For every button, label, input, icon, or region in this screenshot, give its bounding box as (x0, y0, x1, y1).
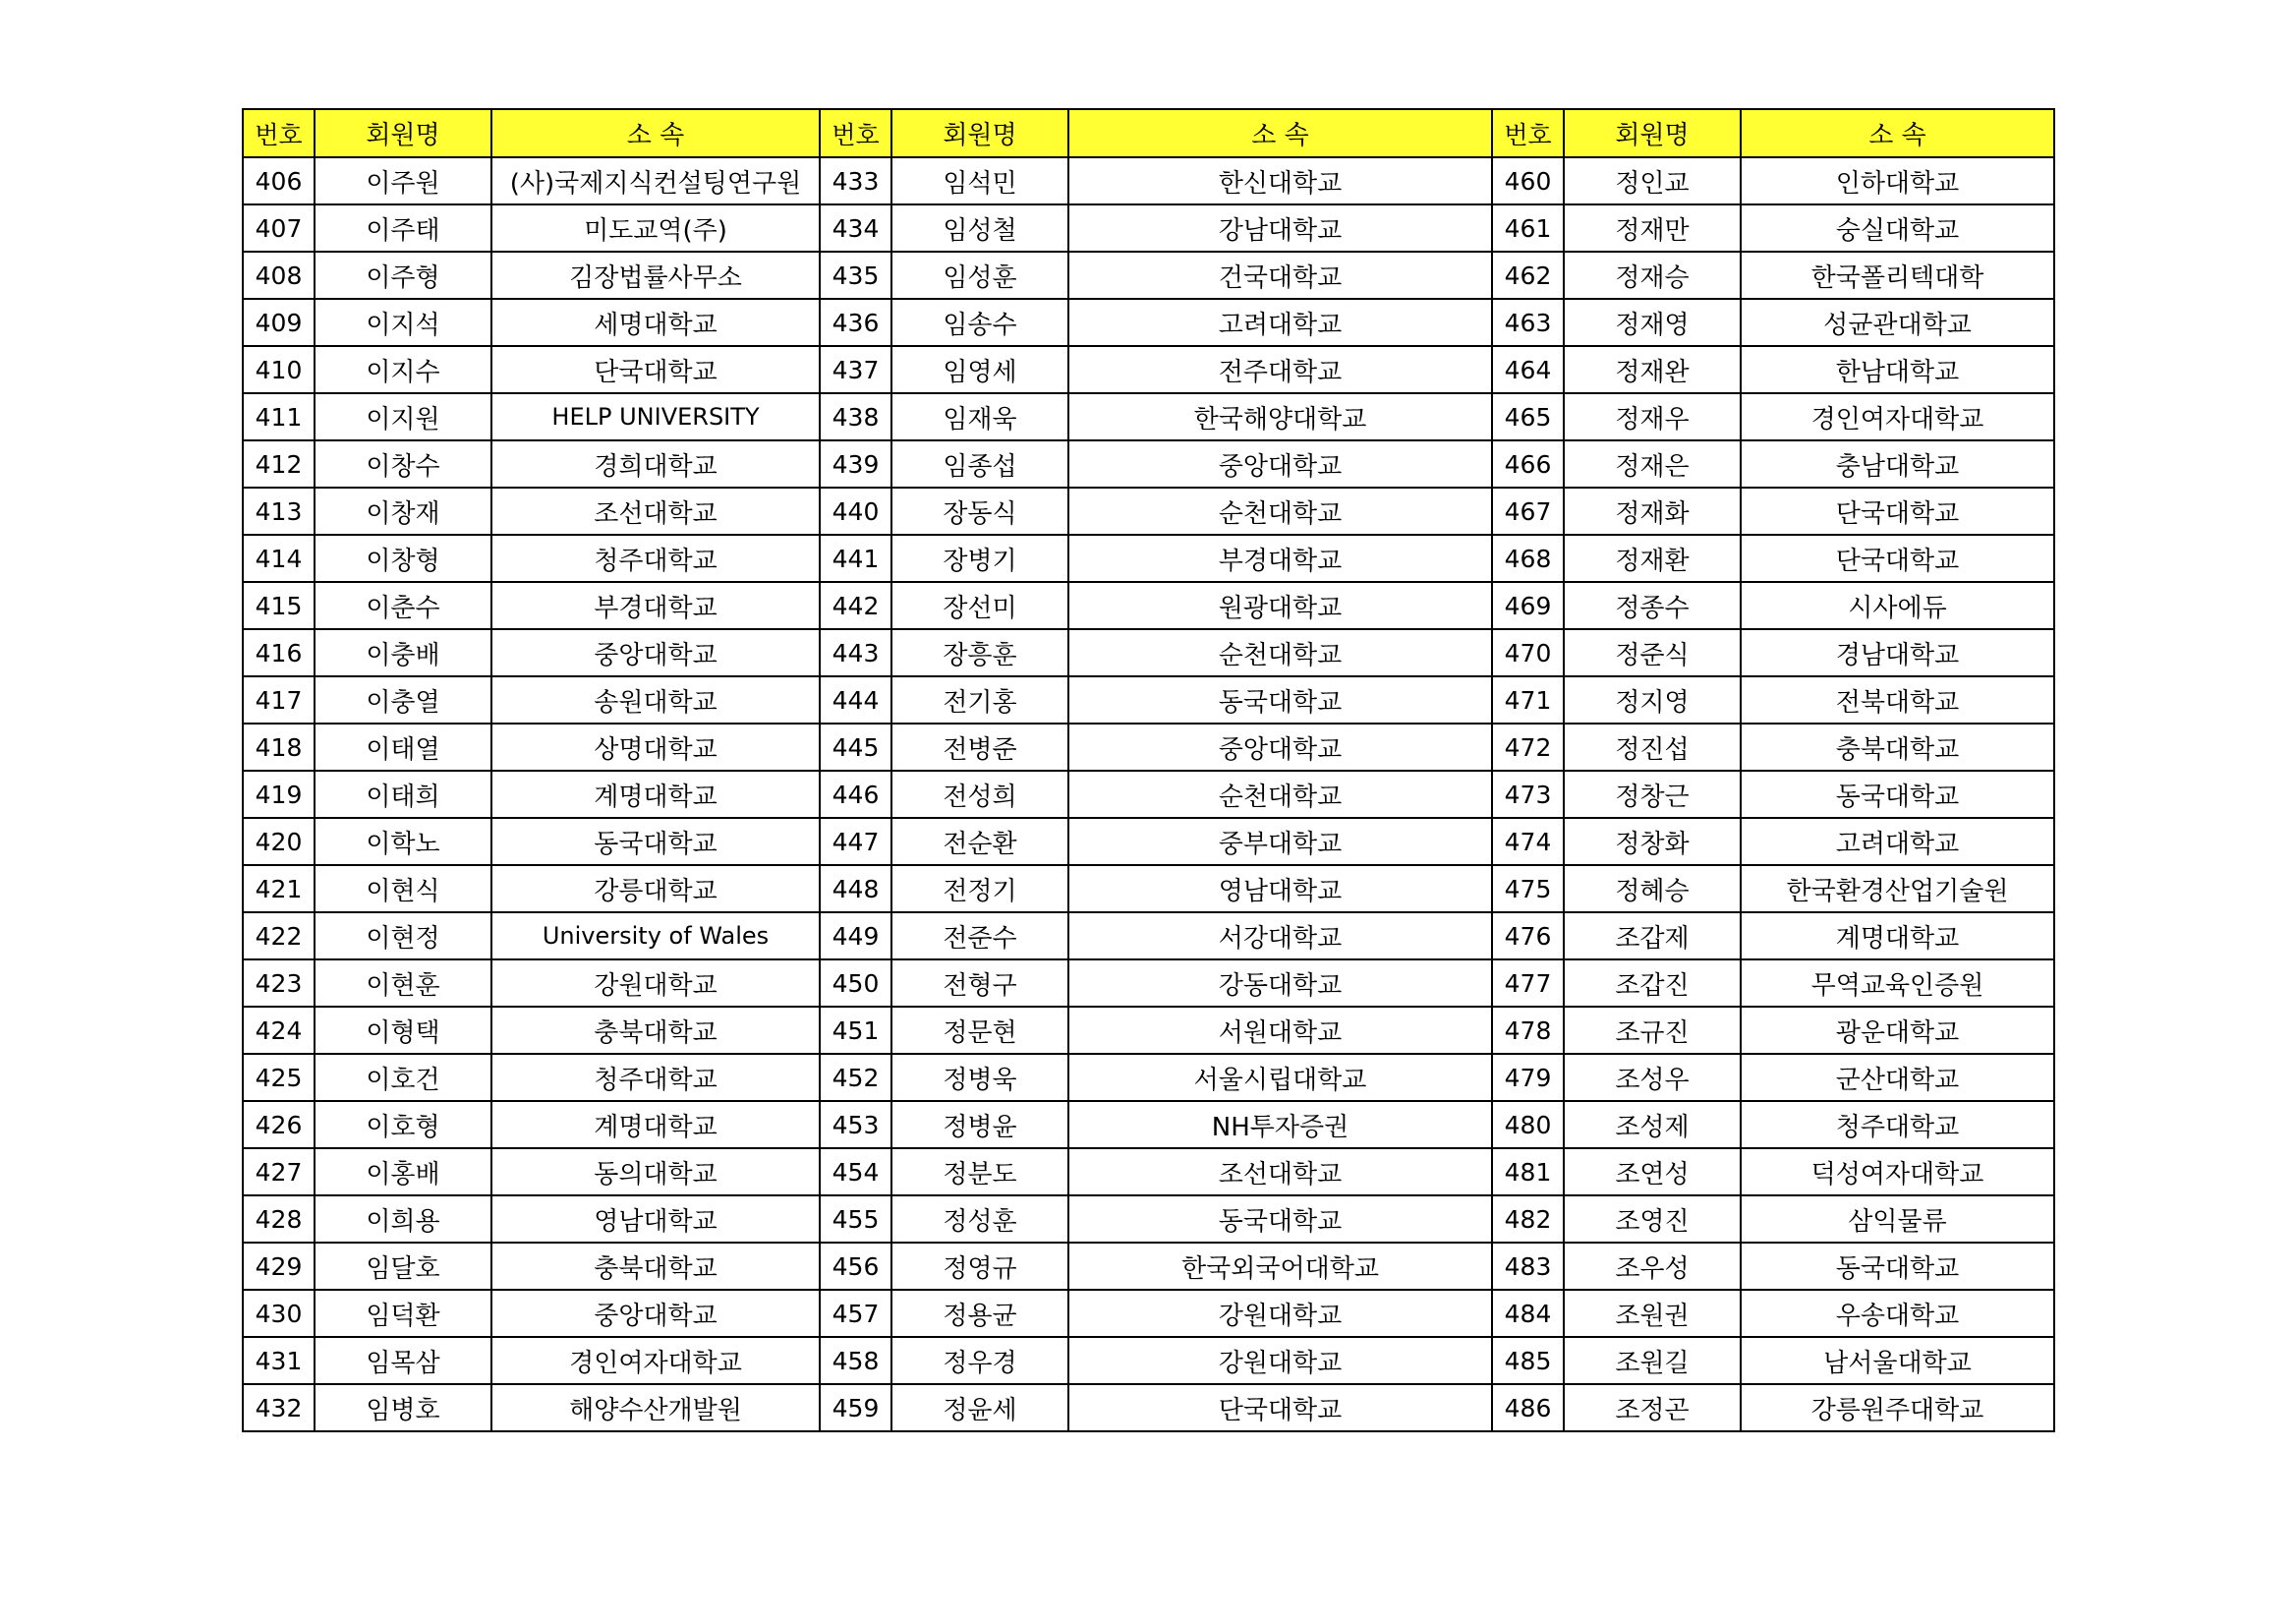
member-number-cell: 455 (820, 1195, 891, 1243)
member-number-cell: 409 (243, 299, 315, 346)
affiliation-cell: 한신대학교 (1068, 157, 1492, 204)
member-number-cell: 447 (820, 818, 891, 865)
member-name-cell: 정재우 (1564, 393, 1741, 440)
table-row (243, 912, 2054, 959)
member-number-cell: 435 (820, 252, 891, 299)
affiliation-cell: 군산대학교 (1741, 1054, 2054, 1101)
member-number-cell: 421 (243, 865, 315, 912)
member-name-cell: 전성희 (891, 771, 1068, 818)
member-name-cell: 조원권 (1564, 1290, 1741, 1337)
member-number-cell: 431 (243, 1337, 315, 1384)
table-row (243, 582, 2054, 629)
affiliation-cell: 동의대학교 (491, 1148, 820, 1195)
member-number-cell: 423 (243, 959, 315, 1007)
member-name-cell: 정윤세 (891, 1384, 1068, 1431)
member-name-cell: 정병욱 (891, 1054, 1068, 1101)
table-row (243, 252, 2054, 299)
affiliation-cell: 서울시립대학교 (1068, 1054, 1492, 1101)
affiliation-cell: 강릉대학교 (491, 865, 820, 912)
affiliation-cell: 고려대학교 (1741, 818, 2054, 865)
affiliation-cell: 서강대학교 (1068, 912, 1492, 959)
member-number-cell: 437 (820, 346, 891, 393)
member-number-cell: 483 (1492, 1243, 1564, 1290)
member-number-cell: 450 (820, 959, 891, 1007)
member-table (242, 108, 2055, 1432)
affiliation-cell: University of Wales (491, 912, 820, 959)
affiliation-cell: 전북대학교 (1741, 676, 2054, 724)
member-number-cell: 473 (1492, 771, 1564, 818)
member-number-cell: 449 (820, 912, 891, 959)
affiliation-cell: 강원대학교 (491, 959, 820, 1007)
table-row (243, 1054, 2054, 1101)
member-number-cell: 462 (1492, 252, 1564, 299)
table-row (243, 676, 2054, 724)
member-name-cell: 정문현 (891, 1007, 1068, 1054)
table-row (243, 818, 2054, 865)
member-number-cell: 432 (243, 1384, 315, 1431)
table-row (243, 204, 2054, 252)
member-number-cell: 446 (820, 771, 891, 818)
affiliation-cell: 순천대학교 (1068, 488, 1492, 535)
table-row (243, 299, 2054, 346)
member-name-cell: 정혜승 (1564, 865, 1741, 912)
member-name-cell: 임성철 (891, 204, 1068, 252)
member-name-cell: 임영세 (891, 346, 1068, 393)
member-number-cell: 484 (1492, 1290, 1564, 1337)
member-number-cell: 477 (1492, 959, 1564, 1007)
table-row (243, 1243, 2054, 1290)
member-name-cell: 전기홍 (891, 676, 1068, 724)
member-number-cell: 438 (820, 393, 891, 440)
member-name-cell: 이홍배 (315, 1148, 491, 1195)
affiliation-cell: 순천대학교 (1068, 771, 1492, 818)
member-number-cell: 411 (243, 393, 315, 440)
affiliation-cell: 동국대학교 (1741, 771, 2054, 818)
member-number-cell: 476 (1492, 912, 1564, 959)
member-name-cell: 이태열 (315, 724, 491, 771)
member-name-cell: 조정곤 (1564, 1384, 1741, 1431)
member-name-cell: 이창형 (315, 535, 491, 582)
header-affiliation: 소 속 (1741, 109, 2054, 157)
member-name-cell: 조원길 (1564, 1337, 1741, 1384)
affiliation-cell: 동국대학교 (1068, 1195, 1492, 1243)
member-name-cell: 전순환 (891, 818, 1068, 865)
member-number-cell: 461 (1492, 204, 1564, 252)
affiliation-cell: 단국대학교 (1741, 535, 2054, 582)
affiliation-cell: 청주대학교 (491, 1054, 820, 1101)
member-number-cell: 444 (820, 676, 891, 724)
member-number-cell: 419 (243, 771, 315, 818)
member-number-cell: 456 (820, 1243, 891, 1290)
member-name-cell: 이주형 (315, 252, 491, 299)
affiliation-cell: 단국대학교 (491, 346, 820, 393)
member-name-cell: 이형택 (315, 1007, 491, 1054)
table-row (243, 771, 2054, 818)
member-number-cell: 407 (243, 204, 315, 252)
member-name-cell: 전준수 (891, 912, 1068, 959)
affiliation-cell: 청주대학교 (491, 535, 820, 582)
affiliation-cell: 김장법률사무소 (491, 252, 820, 299)
member-number-cell: 471 (1492, 676, 1564, 724)
affiliation-cell: 영남대학교 (1068, 865, 1492, 912)
member-name-cell: 정인교 (1564, 157, 1741, 204)
affiliation-cell: 순천대학교 (1068, 629, 1492, 676)
member-number-cell: 454 (820, 1148, 891, 1195)
member-number-cell: 442 (820, 582, 891, 629)
member-number-cell: 459 (820, 1384, 891, 1431)
member-number-cell: 472 (1492, 724, 1564, 771)
affiliation-cell: 조선대학교 (1068, 1148, 1492, 1195)
member-number-cell: 420 (243, 818, 315, 865)
affiliation-cell: 계명대학교 (491, 771, 820, 818)
affiliation-cell: 원광대학교 (1068, 582, 1492, 629)
member-number-cell: 418 (243, 724, 315, 771)
member-number-cell: 467 (1492, 488, 1564, 535)
affiliation-cell: 광운대학교 (1741, 1007, 2054, 1054)
member-number-cell: 430 (243, 1290, 315, 1337)
affiliation-cell: 한국해양대학교 (1068, 393, 1492, 440)
table-row (243, 346, 2054, 393)
member-name-cell: 이호건 (315, 1054, 491, 1101)
member-name-cell: 이학노 (315, 818, 491, 865)
member-number-cell: 441 (820, 535, 891, 582)
table-row (243, 488, 2054, 535)
member-number-cell: 417 (243, 676, 315, 724)
member-name-cell: 이주태 (315, 204, 491, 252)
header-number: 번호 (1492, 109, 1564, 157)
member-name-cell: 이호형 (315, 1101, 491, 1148)
affiliation-cell: 충북대학교 (1741, 724, 2054, 771)
member-name-cell: 정재만 (1564, 204, 1741, 252)
affiliation-cell: 한남대학교 (1741, 346, 2054, 393)
table-row (243, 629, 2054, 676)
affiliation-cell: 무역교육인증원 (1741, 959, 2054, 1007)
member-name-cell: 조성제 (1564, 1101, 1741, 1148)
affiliation-cell: 삼익물류 (1741, 1195, 2054, 1243)
table-row (243, 535, 2054, 582)
header-number: 번호 (243, 109, 315, 157)
member-number-cell: 428 (243, 1195, 315, 1243)
table-row (243, 959, 2054, 1007)
member-number-cell: 453 (820, 1101, 891, 1148)
member-number-cell: 465 (1492, 393, 1564, 440)
member-number-cell: 464 (1492, 346, 1564, 393)
member-number-cell: 427 (243, 1148, 315, 1195)
affiliation-cell: 중앙대학교 (1068, 724, 1492, 771)
table-row (243, 440, 2054, 488)
affiliation-cell: 중앙대학교 (491, 1290, 820, 1337)
member-name-cell: 장병기 (891, 535, 1068, 582)
member-name-cell: 이지원 (315, 393, 491, 440)
affiliation-cell: 강남대학교 (1068, 204, 1492, 252)
member-name-cell: 조규진 (1564, 1007, 1741, 1054)
affiliation-cell: 영남대학교 (491, 1195, 820, 1243)
member-name-cell: 임병호 (315, 1384, 491, 1431)
member-number-cell: 458 (820, 1337, 891, 1384)
member-name-cell: 임석민 (891, 157, 1068, 204)
table-row (243, 393, 2054, 440)
member-name-cell: 정용균 (891, 1290, 1068, 1337)
table-row (243, 1384, 2054, 1431)
member-number-cell: 416 (243, 629, 315, 676)
member-name-cell: 이현정 (315, 912, 491, 959)
affiliation-cell: 강원대학교 (1068, 1290, 1492, 1337)
member-number-cell: 414 (243, 535, 315, 582)
member-number-cell: 406 (243, 157, 315, 204)
affiliation-cell: 미도교역(주) (491, 204, 820, 252)
member-number-cell: 485 (1492, 1337, 1564, 1384)
member-number-cell: 463 (1492, 299, 1564, 346)
affiliation-cell: 전주대학교 (1068, 346, 1492, 393)
affiliation-cell: 고려대학교 (1068, 299, 1492, 346)
table-row (243, 1148, 2054, 1195)
member-name-cell: 정지영 (1564, 676, 1741, 724)
affiliation-cell: 건국대학교 (1068, 252, 1492, 299)
member-number-cell: 413 (243, 488, 315, 535)
member-number-cell: 482 (1492, 1195, 1564, 1243)
member-number-cell: 469 (1492, 582, 1564, 629)
member-number-cell: 425 (243, 1054, 315, 1101)
member-number-cell: 445 (820, 724, 891, 771)
member-number-cell: 457 (820, 1290, 891, 1337)
header-number: 번호 (820, 109, 891, 157)
header-affiliation: 소 속 (491, 109, 820, 157)
member-name-cell: 이태희 (315, 771, 491, 818)
affiliation-cell: 성균관대학교 (1741, 299, 2054, 346)
member-name-cell: 정재환 (1564, 535, 1741, 582)
member-name-cell: 임목삼 (315, 1337, 491, 1384)
member-name-cell: 정재영 (1564, 299, 1741, 346)
member-name-cell: 전형구 (891, 959, 1068, 1007)
affiliation-cell: 충북대학교 (491, 1243, 820, 1290)
member-number-cell: 474 (1492, 818, 1564, 865)
affiliation-cell: 동국대학교 (1741, 1243, 2054, 1290)
affiliation-cell: 세명대학교 (491, 299, 820, 346)
table-row (243, 1007, 2054, 1054)
member-number-cell: 478 (1492, 1007, 1564, 1054)
affiliation-cell: 청주대학교 (1741, 1101, 2054, 1148)
affiliation-cell: 경인여자대학교 (491, 1337, 820, 1384)
member-number-cell: 434 (820, 204, 891, 252)
affiliation-cell: 중앙대학교 (1068, 440, 1492, 488)
member-number-cell: 486 (1492, 1384, 1564, 1431)
member-name-cell: 이희용 (315, 1195, 491, 1243)
member-number-cell: 466 (1492, 440, 1564, 488)
member-name-cell: 조성우 (1564, 1054, 1741, 1101)
affiliation-cell: NH투자증권 (1068, 1101, 1492, 1148)
affiliation-cell: 동국대학교 (491, 818, 820, 865)
member-number-cell: 426 (243, 1101, 315, 1148)
affiliation-cell: 충남대학교 (1741, 440, 2054, 488)
member-name-cell: 정재은 (1564, 440, 1741, 488)
affiliation-cell: 중부대학교 (1068, 818, 1492, 865)
member-name-cell: 전정기 (891, 865, 1068, 912)
member-number-cell: 440 (820, 488, 891, 535)
member-name-cell: 임송수 (891, 299, 1068, 346)
affiliation-cell: 경인여자대학교 (1741, 393, 2054, 440)
member-name-cell: 조연성 (1564, 1148, 1741, 1195)
member-number-cell: 439 (820, 440, 891, 488)
member-name-cell: 이현훈 (315, 959, 491, 1007)
affiliation-cell: 계명대학교 (1741, 912, 2054, 959)
member-number-cell: 429 (243, 1243, 315, 1290)
member-name-cell: 정영규 (891, 1243, 1068, 1290)
affiliation-cell: 서원대학교 (1068, 1007, 1492, 1054)
member-number-cell: 412 (243, 440, 315, 488)
member-number-cell: 415 (243, 582, 315, 629)
header-affiliation: 소 속 (1068, 109, 1492, 157)
header-member-name: 회원명 (315, 109, 491, 157)
table-row (243, 1290, 2054, 1337)
affiliation-cell: 우송대학교 (1741, 1290, 2054, 1337)
affiliation-cell: 단국대학교 (1741, 488, 2054, 535)
member-name-cell: 이충배 (315, 629, 491, 676)
affiliation-cell: 부경대학교 (1068, 535, 1492, 582)
member-name-cell: 장흥훈 (891, 629, 1068, 676)
member-number-cell: 422 (243, 912, 315, 959)
member-name-cell: 정재완 (1564, 346, 1741, 393)
member-name-cell: 이현식 (315, 865, 491, 912)
member-name-cell: 정창근 (1564, 771, 1741, 818)
affiliation-cell: 조선대학교 (491, 488, 820, 535)
member-name-cell: 임종섭 (891, 440, 1068, 488)
header-member-name: 회원명 (1564, 109, 1741, 157)
table-row (243, 865, 2054, 912)
table-row (243, 1101, 2054, 1148)
affiliation-cell: 계명대학교 (491, 1101, 820, 1148)
member-number-cell: 460 (1492, 157, 1564, 204)
table-row (243, 724, 2054, 771)
affiliation-cell: 단국대학교 (1068, 1384, 1492, 1431)
affiliation-cell: 시사에듀 (1741, 582, 2054, 629)
member-name-cell: 이창수 (315, 440, 491, 488)
affiliation-cell: 한국환경산업기술원 (1741, 865, 2054, 912)
member-name-cell: 정우경 (891, 1337, 1068, 1384)
member-name-cell: 정재승 (1564, 252, 1741, 299)
affiliation-cell: 한국외국어대학교 (1068, 1243, 1492, 1290)
member-number-cell: 451 (820, 1007, 891, 1054)
affiliation-cell: 한국폴리텍대학 (1741, 252, 2054, 299)
affiliation-cell: 강원대학교 (1068, 1337, 1492, 1384)
member-number-cell: 448 (820, 865, 891, 912)
affiliation-cell: 인하대학교 (1741, 157, 2054, 204)
affiliation-cell: 동국대학교 (1068, 676, 1492, 724)
member-number-cell: 480 (1492, 1101, 1564, 1148)
member-number-cell: 408 (243, 252, 315, 299)
member-number-cell: 452 (820, 1054, 891, 1101)
member-name-cell: 장동식 (891, 488, 1068, 535)
affiliation-cell: HELP UNIVERSITY (491, 393, 820, 440)
affiliation-cell: 상명대학교 (491, 724, 820, 771)
member-number-cell: 479 (1492, 1054, 1564, 1101)
affiliation-cell: 강동대학교 (1068, 959, 1492, 1007)
affiliation-cell: 숭실대학교 (1741, 204, 2054, 252)
member-number-cell: 481 (1492, 1148, 1564, 1195)
table-body (243, 157, 2054, 1431)
member-name-cell: 임덕환 (315, 1290, 491, 1337)
member-name-cell: 조갑제 (1564, 912, 1741, 959)
affiliation-cell: 중앙대학교 (491, 629, 820, 676)
header-row (243, 109, 2054, 157)
member-name-cell: 이충열 (315, 676, 491, 724)
member-name-cell: 이지수 (315, 346, 491, 393)
member-name-cell: 전병준 (891, 724, 1068, 771)
affiliation-cell: (사)국제지식컨설팅연구원 (491, 157, 820, 204)
member-number-cell: 475 (1492, 865, 1564, 912)
member-name-cell: 조우성 (1564, 1243, 1741, 1290)
member-number-cell: 410 (243, 346, 315, 393)
affiliation-cell: 부경대학교 (491, 582, 820, 629)
member-name-cell: 정성훈 (891, 1195, 1068, 1243)
member-name-cell: 정병윤 (891, 1101, 1068, 1148)
affiliation-cell: 경희대학교 (491, 440, 820, 488)
affiliation-cell: 해양수산개발원 (491, 1384, 820, 1431)
member-name-cell: 정분도 (891, 1148, 1068, 1195)
table-row (243, 1337, 2054, 1384)
member-name-cell: 정재화 (1564, 488, 1741, 535)
member-number-cell: 443 (820, 629, 891, 676)
member-name-cell: 조영진 (1564, 1195, 1741, 1243)
member-name-cell: 이지석 (315, 299, 491, 346)
member-name-cell: 정종수 (1564, 582, 1741, 629)
member-name-cell: 장선미 (891, 582, 1068, 629)
member-name-cell: 조갑진 (1564, 959, 1741, 1007)
member-name-cell: 이춘수 (315, 582, 491, 629)
header-member-name: 회원명 (891, 109, 1068, 157)
member-name-cell: 임성훈 (891, 252, 1068, 299)
member-number-cell: 433 (820, 157, 891, 204)
member-number-cell: 468 (1492, 535, 1564, 582)
affiliation-cell: 남서울대학교 (1741, 1337, 2054, 1384)
member-name-cell: 임달호 (315, 1243, 491, 1290)
member-number-cell: 424 (243, 1007, 315, 1054)
member-name-cell: 정준식 (1564, 629, 1741, 676)
affiliation-cell: 송원대학교 (491, 676, 820, 724)
affiliation-cell: 충북대학교 (491, 1007, 820, 1054)
affiliation-cell: 경남대학교 (1741, 629, 2054, 676)
affiliation-cell: 강릉원주대학교 (1741, 1384, 2054, 1431)
member-name-cell: 정창화 (1564, 818, 1741, 865)
member-name-cell: 임재욱 (891, 393, 1068, 440)
table-row (243, 1195, 2054, 1243)
member-name-cell: 이창재 (315, 488, 491, 535)
member-name-cell: 정진섭 (1564, 724, 1741, 771)
member-name-cell: 이주원 (315, 157, 491, 204)
member-number-cell: 436 (820, 299, 891, 346)
table-row (243, 157, 2054, 204)
member-number-cell: 470 (1492, 629, 1564, 676)
affiliation-cell: 덕성여자대학교 (1741, 1148, 2054, 1195)
